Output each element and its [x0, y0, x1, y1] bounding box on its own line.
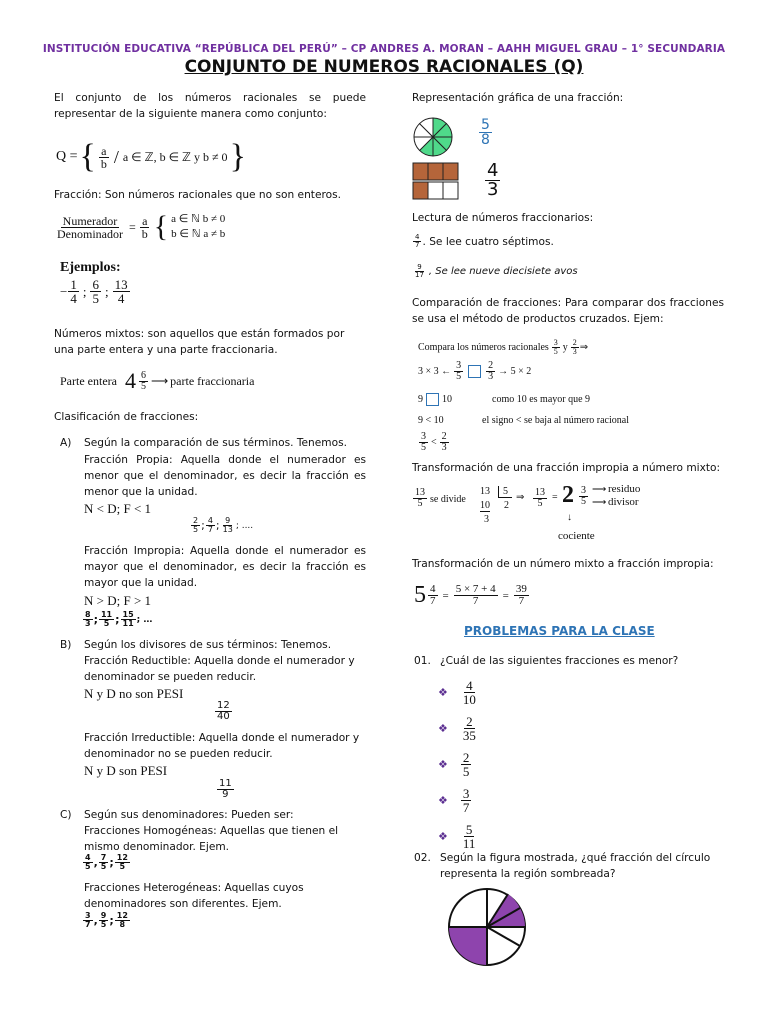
set-den: b — [100, 156, 107, 171]
problemas-title: PROBLEMAS PARA LA CLASE — [464, 624, 655, 638]
homogeneas-text: Fracciones Homogéneas: Aquellas que tienen el mismo denominador. Ejem. — [84, 825, 339, 853]
lectura-title: Lectura de números fraccionarios: — [412, 212, 594, 224]
diamond-bullet-icon: ❖ — [438, 758, 448, 771]
opt-den: 5 — [462, 763, 470, 779]
intro-text: El conjunto de los números racionales se puede representar de la siguiente manera como conjunto: — [54, 92, 366, 120]
ejemplos-label: Ejemplos: — [60, 260, 121, 275]
ex-den: 8 — [119, 920, 126, 929]
ex-den: 5 — [103, 619, 110, 628]
circle-fraction — [478, 118, 493, 147]
t1-num: 13 — [415, 487, 425, 498]
t2-num: 4 — [430, 583, 436, 595]
reductible-rule: N y D no son PESI — [84, 686, 184, 701]
set-condition: a ∈ ℤ, b ∈ ℤ y b ≠ 0 — [122, 149, 228, 164]
lect2-den: 17 — [415, 271, 424, 279]
t2-res-num: 39 — [515, 583, 527, 595]
opt-den: 10 — [462, 691, 476, 707]
ex-den: 5 — [100, 862, 107, 871]
homogeneas-examples: $\frac{4}{5}$ , $\frac{7}{5}$ ; $\frac{12}{5}$ — [85, 853, 128, 871]
option[interactable] — [438, 674, 479, 710]
lect1-text: . Se lee cuatro séptimos. — [422, 235, 554, 248]
ex-num: 15 — [122, 610, 134, 619]
comp-l3a: 9 — [418, 393, 423, 405]
rep-grafica-title: Representación gráfica de una fracción: — [412, 92, 624, 104]
t2-mid-num: 5 × 7 + 4 — [455, 583, 496, 595]
shaded-sector — [449, 927, 487, 965]
comp-f2d: 3 — [572, 346, 577, 356]
ex-sign: − — [60, 283, 68, 299]
impropia-examples: $\frac{8}{3}$ ; $\frac{11}{5}$ ; $\frac{15}{11}$ ; … — [85, 610, 153, 628]
comp-l5: < — [431, 436, 437, 448]
lect1-den: 7 — [415, 241, 420, 249]
rect-cell — [413, 182, 428, 199]
ex-tail: ; .... — [235, 520, 254, 531]
denominador-label: Denominador — [57, 226, 123, 241]
diamond-bullet-icon: ❖ — [438, 686, 448, 699]
comp-f1d: 5 — [421, 441, 426, 453]
propia-examples: $\frac{2}{5}$ ; $\frac{4}{7}$ ; $\frac{9}{13}$ ; .... — [193, 516, 254, 534]
clasificacion-title: Clasificación de fracciones: — [54, 411, 199, 423]
fraccion-definition: Fracción: Son números racionales que no son enteros. — [54, 189, 341, 201]
transf2-figure: 5 $\frac{4}{7}$ = $\frac{5 \times 7 + 4}{7}$ = $\frac{39}{7}$ — [414, 582, 527, 608]
t1-quot: 2 — [504, 500, 509, 511]
diamond-bullet-icon: ❖ — [438, 722, 448, 735]
comp-f2d: 3 — [441, 441, 447, 453]
comp-l2a: 3 × 3 ← — [418, 365, 452, 377]
propia-text: Fracción Propia: Aquella donde el numerador es menor que el denominador, es decir la fracción es menor que la unidad. — [84, 454, 366, 498]
t2-res-den: 7 — [518, 595, 525, 607]
ex-den: 40 — [217, 711, 230, 722]
comp-f2d: 3 — [488, 370, 494, 382]
ex-den: 7 — [85, 920, 91, 929]
t1-residuo: residuo — [608, 483, 641, 495]
ex-num: 3 — [85, 911, 91, 920]
comp-l4a: 9 < 10 — [418, 414, 444, 426]
irreductible-example — [216, 779, 235, 800]
transf2-title: Transformación de un número mixto a fracción impropia: — [412, 558, 714, 570]
option[interactable] — [438, 746, 479, 782]
ex-den: 5 — [85, 862, 91, 871]
p1-options — [438, 674, 479, 854]
arrow-icon: ⟶ — [592, 484, 607, 495]
arrow-icon: ⇒ — [579, 341, 589, 353]
set-num: a — [101, 143, 107, 158]
reductible-example — [214, 701, 233, 722]
compare-box — [468, 365, 481, 378]
rectangle-fraction-figure — [412, 162, 460, 200]
t1-num: 13 — [535, 487, 545, 498]
section-b-letter: B) — [60, 639, 72, 651]
reductible-text: Fracción Reductible: Aquella donde el numerador y denominador se pueden reducir. — [84, 655, 355, 683]
t1-mixed-den: 5 — [581, 496, 586, 507]
circle-frac-num: 5 — [481, 117, 490, 133]
condition-2: b ∈ ℕ a ≠ b — [171, 228, 226, 240]
pie-eighths — [414, 118, 452, 156]
ex-den: 5 — [193, 525, 199, 534]
irreductible-text: Fracción Irreductible: Aquella donde el numerador y denominador no se pueden reducir. — [84, 732, 360, 760]
t1-divisor-label: divisor — [608, 496, 639, 508]
t2-den: 7 — [430, 595, 436, 607]
opt-num: 3 — [462, 785, 470, 801]
comp-f1n: 3 — [553, 337, 558, 347]
comp-f2n: 2 — [441, 430, 447, 442]
ex-num: 11 — [219, 778, 232, 789]
option[interactable] — [438, 818, 479, 854]
section-b-text: Según los divisores de sus términos: Tenemos. — [84, 639, 332, 651]
comp-f1d: 5 — [456, 370, 462, 382]
comp-l3c: como 10 es mayor que 9 — [492, 393, 591, 405]
institution-header: INSTITUCIÓN EDUCATIVA “REPÚBLICA DEL PERÚ” – CP ANDRES A. MORAN – AAHH MIGUEL GRAU – 1° SECUNDARIA — [42, 43, 726, 55]
ex-num: 4 — [207, 516, 213, 525]
ex-num: 9 — [225, 516, 231, 525]
ex-num: 12 — [116, 853, 128, 862]
shaded-circle-figure — [446, 886, 528, 968]
opt-num: 2 — [466, 713, 473, 729]
lect2-num: 9 — [417, 263, 422, 271]
rect-cell — [428, 163, 443, 180]
t1-se-divide: se divide — [430, 494, 466, 505]
ex-num: 2 — [193, 516, 199, 525]
ex-num: 13 — [114, 277, 128, 292]
opt-num: 5 — [465, 821, 473, 837]
mixtos-text: Números mixtos: son aquellos que están formados por una parte entera y una parte fraccionaria. — [54, 328, 345, 356]
comparacion-text: Comparación de fracciones: Para comparar dos fracciones se usa el método de productos cruzados. Ejem: — [412, 297, 724, 325]
diamond-bullet-icon: ❖ — [438, 794, 448, 807]
comp-f2n: 2 — [572, 337, 577, 347]
p2-number: 02. — [414, 852, 431, 864]
t1-rem: 3 — [484, 514, 489, 525]
mixto-num: 6 — [140, 369, 146, 381]
opt-num: 4 — [466, 677, 473, 693]
mixto-whole: 4 — [124, 368, 136, 393]
rect-fraction — [484, 162, 501, 199]
section-c-letter: C) — [60, 809, 72, 821]
down-arrow-icon: ↓ — [567, 512, 572, 523]
ex-den: 4 — [70, 291, 77, 306]
t1-den: 5 — [537, 498, 543, 509]
rect-cell — [443, 163, 458, 180]
eq-a: a — [142, 213, 148, 228]
section-c-text: Según sus denominadores: Pueden ser: — [84, 809, 294, 821]
ejemplos-list: − $\frac{1}{4}$ ; $\frac{6}{5}$ ; $\frac{13}{4}$ — [60, 277, 128, 306]
ex-den: 7 — [207, 525, 213, 534]
mixto-den: 5 — [140, 380, 146, 392]
transf1-figure: $\frac{13}{5}$ se divide 13 5 10 2 3 ⇒ $\frac{13}{5}$ = 2 $\frac{3}{5}$ ⟶ residuo ⟶ divisor ↓ cociente — [415, 482, 641, 542]
ex-den: 5 — [92, 291, 99, 306]
opt-num: 2 — [462, 749, 470, 765]
t1-den: 5 — [417, 498, 423, 509]
comp-f2n: 2 — [488, 359, 494, 371]
rect-cell — [428, 182, 443, 199]
t1-divisor: 5 — [498, 486, 512, 498]
rect-frac-den: 3 — [487, 179, 499, 200]
ex-num: 11 — [100, 610, 113, 619]
section-a-letter: A) — [60, 437, 72, 449]
irreductible-rule: N y D son PESI — [84, 763, 168, 778]
ex-den: 4 — [117, 291, 125, 306]
arrow-icon: ⟶ — [592, 497, 607, 508]
ex-den: 5 — [100, 920, 107, 929]
numerador-label: Numerador — [62, 213, 118, 228]
comp-l2b: → 5 × 2 — [498, 365, 532, 377]
comp-f1d: 5 — [553, 346, 558, 356]
rect-frac-num: 4 — [487, 160, 499, 181]
t1-cociente: cociente — [558, 530, 595, 542]
rect-cell — [413, 163, 428, 180]
p1-text: ¿Cuál de las siguientes fracciones es menor? — [440, 655, 679, 667]
option[interactable] — [438, 782, 479, 818]
rect-grid — [413, 163, 458, 199]
lectura-2 — [412, 264, 578, 279]
ex-den: 3 — [85, 619, 91, 628]
impropia-text: Fracción Impropia: Aquella donde el numerador es mayor que el denominador, es decir la fracción es mayor que la unidad. — [84, 545, 366, 589]
lect1-num: 4 — [415, 233, 420, 241]
condition-1: a ∈ ℕ b ≠ 0 — [171, 213, 226, 225]
section-a-text: Según la comparación de sus términos. Tenemos. — [84, 437, 347, 449]
eq-b: b — [141, 226, 148, 241]
comparacion-figure — [418, 336, 718, 454]
comp-l4b: el signo < se baja al número racional — [482, 414, 629, 426]
ex-den: 11 — [122, 619, 134, 628]
ex-num: 7 — [100, 853, 107, 862]
ex-den: 5 — [119, 862, 126, 871]
opt-den: 35 — [462, 727, 476, 743]
heterogeneas-examples: $\frac{3}{7}$ , $\frac{9}{5}$ ; $\frac{12}{8}$ — [85, 911, 128, 929]
parte-entera-label: Parte entera — [60, 373, 117, 388]
t1-whole: 2 — [562, 482, 574, 508]
opt-den: 7 — [462, 799, 470, 815]
p1-number: 01. — [414, 655, 431, 667]
comp-y: y — [562, 341, 568, 353]
ex-tail: ; … — [136, 614, 153, 625]
arrow-icon: ⟶ — [150, 373, 169, 388]
circle-frac-den: 8 — [481, 132, 490, 148]
compare-box — [426, 393, 439, 406]
ex-num: 1 — [70, 277, 77, 292]
option[interactable] — [438, 710, 479, 746]
ex-num: 12 — [116, 911, 128, 920]
page-title: CONJUNTO DE NUMEROS RACIONALES (Q) — [184, 57, 584, 77]
comp-l3b: 10 — [442, 393, 452, 405]
lect2-text: , Se lee nueve diecisiete avos — [428, 266, 578, 277]
propia-rule: N < D; F < 1 — [84, 501, 152, 516]
lectura-1 — [412, 234, 554, 249]
ex-den: 9 — [222, 789, 229, 800]
set-definition: Q = { $\frac{a}{b}$ / a ∈ ℤ, b ∈ ℤ y b ≠ 0 } — [56, 138, 246, 175]
comp-l1: Compara los números racionales — [418, 341, 549, 353]
opt-den: 11 — [462, 835, 476, 851]
circle-fraction-figure — [412, 116, 454, 158]
ex-num: 8 — [85, 610, 91, 619]
t1-dividend: 13 — [480, 486, 490, 497]
set-lhs: Q = — [56, 149, 78, 164]
t2-whole: 5 — [414, 582, 426, 608]
diamond-bullet-icon: ❖ — [438, 830, 448, 843]
mixto-figure — [60, 368, 254, 394]
rect-cell — [443, 182, 458, 199]
impropia-rule: N > D; F > 1 — [84, 593, 152, 608]
heterogeneas-text: Fracciones Heterogéneas: Aquellas cuyos denominadores son diferentes. Ejem. — [84, 882, 304, 910]
t1-mixed-num: 3 — [581, 485, 586, 496]
ex-num: 6 — [92, 277, 99, 292]
ex-den: 13 — [222, 525, 233, 534]
t1-sub: 10 — [480, 500, 490, 511]
arrow-icon: ⇒ — [516, 492, 525, 503]
ex-num: 4 — [85, 853, 91, 862]
t2-mid-den: 7 — [472, 595, 479, 607]
comp-f1n: 3 — [421, 430, 426, 442]
ex-num: 12 — [217, 700, 230, 711]
transf1-title: Transformación de una fracción impropia a número mixto: — [412, 462, 721, 474]
num-den-definition: $\frac{\text{Numerador}}{\text{Denominador}}$ = $\frac{a}{b}$ { a ∈ ℕ b ≠ 0 b ∈ ℕ a ≠ b — [57, 210, 226, 243]
ex-num: 9 — [100, 911, 107, 920]
p2-text: Según la figura mostrada, ¿qué fracción del círculo representa la región sombreada? — [440, 852, 711, 880]
comp-f1n: 3 — [456, 359, 462, 371]
parte-fraccionaria-label: parte fraccionaria — [170, 373, 255, 388]
